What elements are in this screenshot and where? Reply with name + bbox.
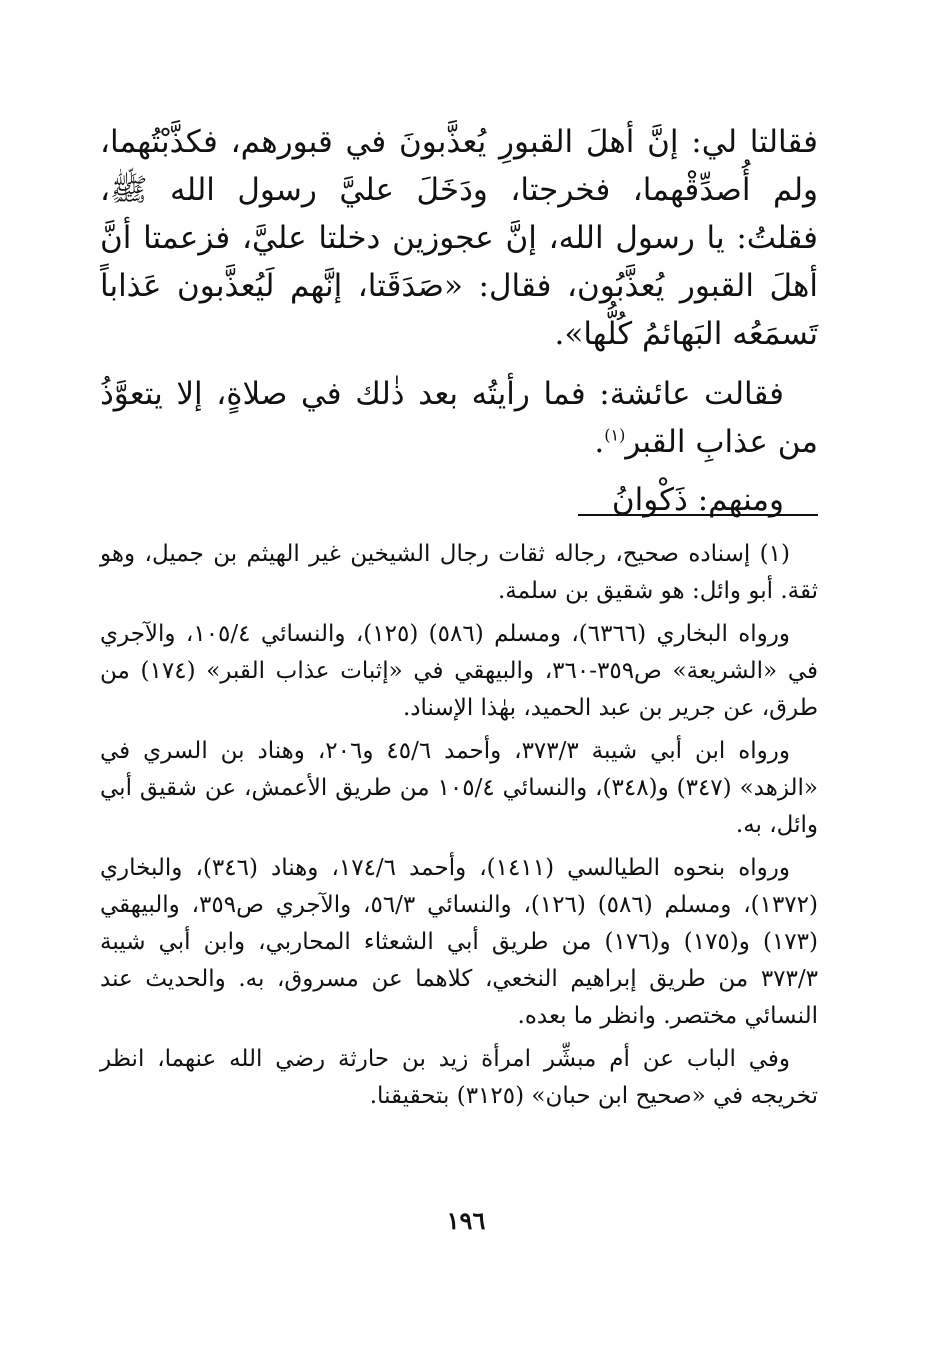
paragraph-1: فقالتا لي: إنَّ أهلَ القبورِ يُعذَّبونَ في قبورهم، فكذَّبْتُهما، ولم أُصدِّقْهما، فخرجتا، ودَخَلَ عليَّ رسول الله ﷺ، فقلتُ: يا رسول الله، إنَّ عجوزين دخلتا عليَّ، فزعمتا أنَّ أهلَ القبور يُعذَّبُون، فقال: «صَدَقَتا، إنَّهم لَيُعذَّبون عَذاباً تَسمَعُه البَهائمُ كُلُّها». [100, 124, 818, 352]
footnote-paragraph-5: وفي الباب عن أم مبشِّر امرأة زيد بن حارثة رضي الله عنهما، انظر تخريجه في «صحيح ابن حبان» (٣١٢٥) بتحقيقنا. [100, 1046, 818, 1109]
footnotes [100, 536, 818, 1121]
footnote-paragraph-2: ورواه البخاري (٦٣٦٦)، ومسلم (٥٨٦) (١٢٥)، والنسائي ١٠٥/٤، والآجري في «الشريعة» ص٣٥٩-٣٦٠، والبيهقي في «إثبات عذاب القبر» (١٧٤) من طرق، عن جرير بن عبد الحميد، بهٰذا الإسناد. [100, 621, 818, 721]
footnote-reference: (١) [604, 425, 626, 445]
footnote-1: (١) إسناده صحيح، رجاله ثقات رجال الشيخين غير الهيثم بن جميل، وهو ثقة. أبو وائل: هو شقيق بن سلمة. [100, 541, 818, 604]
footnote-paragraph-3: ورواه ابن أبي شيبة ٣٧٣/٣، وأحمد ٤٥/٦ و٢٠٦، وهناد بن السري في «الزهد» (٣٤٧) و(٣٤٨)، والنسائي ١٠٥/٤ من طريق الأعمش، عن شقيق أبي وائل، به. [100, 738, 819, 838]
main-text [100, 118, 818, 524]
paragraph-2-text: فقالت عائشة: فما رأيتُه بعد ذٰلك في صلاةٍ، إلا يتعوَّذُ من عذابِ القبر [100, 376, 818, 460]
paragraph-2 [100, 370, 818, 466]
footnote-paragraph-4: ورواه بنحوه الطيالسي (١٤١١)، وأحمد ١٧٤/٦، وهناد (٣٤٦)، والبخاري (١٣٧٢)، ومسلم (٥٨٦) (١٢٦)، والنسائي ٥٦/٣، والآجري ص٣٥٩، والبيهقي (١٧٣) و(١٧٥) و(١٧٦) من طريق أبي الشعثاء المحاربي، وابن أبي شيبة ٣٧٣/٣ من طريق إبراهيم النخعي، كلاهما عن مسروق، به. والحديث عند النسائي مختصر. وانظر ما بعده. [100, 855, 818, 1029]
paragraph-2-end: . [594, 424, 605, 460]
footnote-separator [578, 514, 818, 516]
page-number: ١٩٦ [446, 1206, 486, 1235]
paragraph-3: ومنهم: ذَكْوانُ [611, 482, 784, 518]
